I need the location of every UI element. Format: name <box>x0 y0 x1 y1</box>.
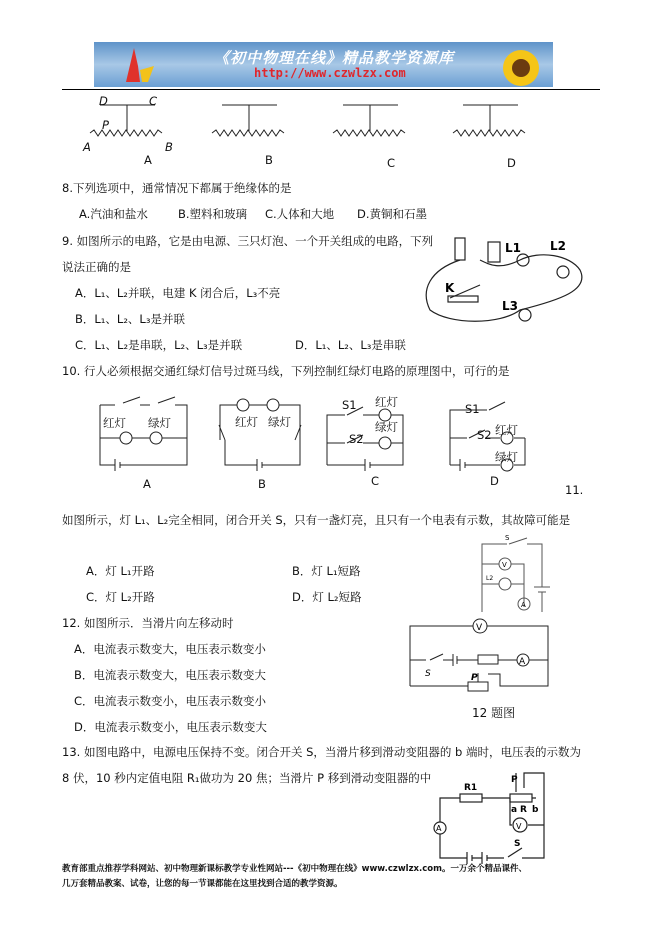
switch-label: S <box>514 839 521 849</box>
red-light-label: 红灯 <box>375 395 398 409</box>
switch-label: S2 <box>477 428 492 442</box>
q8-option-c: C.人体和大地 <box>265 207 335 221</box>
q11-option-c: C．灯 L₂开路 <box>86 590 155 604</box>
q9-option-a: A．L₁、L₂并联，电建 K 闭合后，L₃不亮 <box>75 286 281 300</box>
q9-option-d: D．L₁、L₂、L₃是串联 <box>295 338 406 352</box>
site-logo <box>120 46 160 86</box>
switch-label: S <box>425 669 431 679</box>
ammeter-label: A <box>519 657 526 667</box>
q11-option-b: B．灯 L₁短路 <box>292 564 361 578</box>
lamp-label: L2 <box>486 575 494 582</box>
q11-option-d: D．灯 L₂短路 <box>292 590 362 604</box>
terminal-label: A <box>83 140 91 154</box>
ammeter-label: A <box>521 601 526 609</box>
figure-label: C <box>387 156 396 170</box>
q9-option-c: C．L₁、L₂是串联，L₂、L₃是并联 <box>75 338 243 352</box>
header-rule <box>62 89 600 90</box>
red-light-label: 红灯 <box>495 423 518 437</box>
lamp-label: L2 <box>550 239 566 253</box>
q12-stem: 12. 如图所示．当滑片向左移动时 <box>62 616 234 630</box>
voltmeter-label: V <box>516 822 522 831</box>
q9-circuit-figure <box>420 230 595 330</box>
q13-stem: 13. 如图电路中，电源电压保持不变。闭合开关 S，当滑片移到滑动变阻器的 b 端时，电压表的示数为 <box>62 745 582 759</box>
green-light-label: 绿灯 <box>495 450 518 464</box>
q12-option-d: D．电流表示数变小，电压表示数变大 <box>74 720 267 734</box>
lamp-label: L1 <box>505 241 521 255</box>
switch-label: S2 <box>349 432 364 446</box>
q11-option-a: A．灯 L₁开路 <box>86 564 155 578</box>
footer-text: 教育部重点推荐学科网站、初中物理新课标教学专业性网站---《初中物理在线》www.czwlzx.com。一万余个精品课件、 <box>62 864 527 874</box>
lamp-label: L3 <box>502 299 518 313</box>
terminal-label: B <box>165 140 173 154</box>
figure-label: C <box>371 474 380 488</box>
voltmeter-label: V <box>502 561 507 569</box>
figure-label: D <box>490 474 499 488</box>
end-label: a <box>511 805 518 815</box>
q12-caption: 12 题图 <box>472 706 516 720</box>
q13-stem: 8 伏，10 秒内定值电阻 R₁做功为 20 焦；当滑片 P 移到滑动变阻器的中 <box>62 771 432 785</box>
figure-label: A <box>143 477 151 491</box>
site-banner <box>94 42 553 87</box>
terminal-label: D <box>99 94 108 108</box>
q11-circuit-figure <box>472 532 552 612</box>
red-light-label: 红灯 <box>103 416 126 430</box>
slider-label: P <box>511 775 518 785</box>
slider-label: P <box>471 673 478 683</box>
voltmeter-label: V <box>476 623 483 633</box>
q8-stem: 8.下列选项中，通常情况下都属于绝缘体的是 <box>62 181 292 195</box>
figure-label: B <box>265 153 273 167</box>
q9-stem: 说法正确的是 <box>62 260 131 274</box>
banner-title: 《初中物理在线》精品教学资源库 <box>214 49 455 67</box>
figure-label: A <box>144 153 152 167</box>
q9-option-b: B．L₁、L₂、L₃是并联 <box>75 312 185 326</box>
q11-number: 11. <box>565 483 584 497</box>
q11-stem: 如图所示，灯 L₁、L₂完全相同，闭合开关 S，只有一盏灯亮，且只有一个电表有示数，其故障可能是 <box>62 513 571 527</box>
terminal-label: C <box>149 94 158 108</box>
green-light-label: 绿灯 <box>148 416 171 430</box>
end-label: b <box>532 805 539 815</box>
resistor-label: R1 <box>464 783 478 793</box>
q12-option-c: C．电流表示数变小，电压表示数变小 <box>74 694 267 708</box>
q12-circuit-figure <box>408 618 558 698</box>
figure-label: D <box>507 156 516 170</box>
green-light-label: 绿灯 <box>268 415 291 429</box>
footer-text: 几万套精品教案、试卷，让您的每一节课都能在这里找到合适的教学资源。 <box>62 879 343 889</box>
green-light-label: 绿灯 <box>375 420 398 434</box>
q8-option-a: A.汽油和盐水 <box>79 207 148 221</box>
figure-label: B <box>258 477 266 491</box>
q9-stem: 9. 如图所示的电路，它是由电源、三只灯泡、一个开关组成的电路，下列 <box>62 234 434 248</box>
q10-stem: 10. 行人必须根据交通红绿灯信号过斑马线，下列控制红绿灯电路的原理图中，可行的是 <box>62 364 510 378</box>
switch-label: S1 <box>342 398 357 412</box>
q12-option-b: B．电流表示数变大，电压表示数变大 <box>74 668 266 682</box>
switch-label: S1 <box>465 402 480 416</box>
q8-option-d: D.黄铜和石墨 <box>357 207 428 221</box>
q12-option-a: A．电流表示数变大，电压表示数变小 <box>74 642 266 656</box>
banner-url: http://www.czwlzx.com <box>254 66 406 80</box>
sunflower-image <box>489 42 549 87</box>
switch-label: S <box>505 534 510 542</box>
ammeter-label: A <box>436 824 442 833</box>
q13-circuit-figure <box>432 770 557 865</box>
switch-label: K <box>445 281 455 295</box>
rheostat-label: R <box>520 805 527 815</box>
q8-option-b: B.塑料和玻璃 <box>178 207 248 221</box>
red-light-label: 红灯 <box>235 415 258 429</box>
terminal-label: P <box>102 118 109 132</box>
